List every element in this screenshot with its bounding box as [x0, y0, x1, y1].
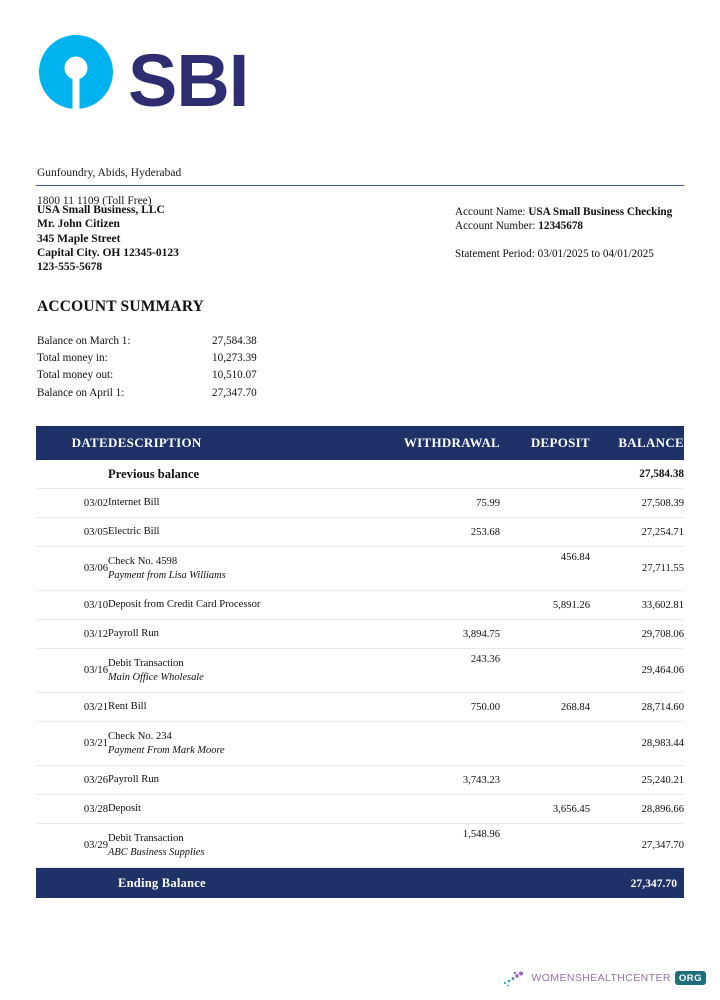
- cell-description-main: Check No. 4598: [108, 555, 178, 567]
- watermark-text: WOMENSHEALTHCENTER: [531, 972, 671, 984]
- cell-date: 03/06: [36, 547, 108, 591]
- cell-withdrawal: 75.99: [390, 489, 500, 518]
- cell-deposit: [500, 766, 590, 795]
- cell-deposit: 268.84: [500, 693, 590, 722]
- cell-description-main: Internet Bill: [108, 497, 160, 508]
- cell-balance: 27,584.38: [590, 460, 684, 489]
- account-summary-body: [37, 333, 257, 402]
- cell-balance: 28,896.66: [590, 795, 684, 824]
- customer-line-1: USA Small Business, LLC: [37, 204, 165, 216]
- cell-balance: 33,602.81: [590, 591, 684, 620]
- table-row: [36, 547, 684, 591]
- customer-address-block: [37, 203, 179, 274]
- account-name-row: [455, 205, 695, 219]
- cell-withdrawal: 253.68: [390, 518, 500, 547]
- sbi-logo-keyhole-stem: [73, 68, 80, 113]
- cell-balance: 28,983.44: [590, 722, 684, 766]
- cell-withdrawal: [390, 547, 500, 591]
- cell-withdrawal: [390, 722, 500, 766]
- cell-description-main: Rent Bill: [108, 701, 147, 712]
- cell-description: [108, 795, 390, 824]
- account-name-value: USA Small Business Checking: [528, 206, 673, 218]
- cell-date: 03/02: [36, 489, 108, 518]
- sbi-logo-wordmark: SBI: [128, 39, 249, 122]
- ending-balance-bar: [36, 868, 684, 898]
- cell-date: 03/29: [36, 824, 108, 868]
- cell-date: 03/05: [36, 518, 108, 547]
- cell-balance: 27,254.71: [590, 518, 684, 547]
- cell-description-main: Debit Transaction: [108, 832, 184, 844]
- cell-withdrawal: 3,894.75: [390, 620, 500, 649]
- cell-description: [108, 460, 390, 489]
- cell-withdrawal: 750.00: [390, 693, 500, 722]
- cell-withdrawal: [390, 795, 500, 824]
- summary-value: 10,273.39: [212, 352, 257, 365]
- column-header-withdrawal: WITHDRAWAL: [390, 426, 500, 460]
- cell-balance: 28,714.60: [590, 693, 684, 722]
- cell-description-sub: Payment From Mark Moore: [108, 744, 225, 756]
- sbi-logo: [36, 30, 286, 130]
- table-row: [36, 489, 684, 518]
- cell-withdrawal: [390, 591, 500, 620]
- cell-deposit: [500, 460, 590, 489]
- cell-date: 03/26: [36, 766, 108, 795]
- customer-line-3: 345 Maple Street: [37, 232, 121, 245]
- cell-date: 03/16: [36, 649, 108, 693]
- summary-value: 10,510.07: [212, 369, 257, 382]
- column-header-balance: BALANCE: [590, 426, 684, 460]
- cell-deposit: 5,891.26: [500, 591, 590, 620]
- cell-withdrawal: 243.36: [390, 649, 500, 693]
- account-number-value: 12345678: [538, 220, 584, 233]
- transactions-body: [36, 460, 684, 868]
- table-row: [36, 824, 684, 868]
- transactions-header-row: [36, 426, 684, 460]
- summary-label: Total money in:: [37, 352, 108, 365]
- table-row: [36, 620, 684, 649]
- cell-date: 03/21: [36, 693, 108, 722]
- cell-withdrawal: [390, 460, 500, 489]
- cell-deposit: [500, 489, 590, 518]
- account-summary-title: ACCOUNT SUMMARY: [37, 298, 205, 315]
- column-header-date: DATE: [36, 426, 108, 460]
- cell-deposit: [500, 649, 590, 693]
- cell-balance: 29,708.06: [590, 620, 684, 649]
- sbi-logo-svg: [36, 30, 286, 130]
- cell-description: [108, 722, 390, 766]
- account-number-label: Account Number:: [455, 220, 536, 233]
- cell-description: [108, 824, 390, 868]
- cell-withdrawal: 3,743.23: [390, 766, 500, 795]
- summary-row: [37, 350, 257, 367]
- customer-line-2: Mr. John Citizen: [37, 218, 120, 231]
- ending-balance-value: 27,347.70: [630, 876, 677, 890]
- table-row: [36, 693, 684, 722]
- cell-description-main: Electric Bill: [108, 526, 160, 537]
- column-header-deposit: DEPOSIT: [500, 426, 590, 460]
- cell-balance: 27,347.70: [590, 824, 684, 868]
- watermark-org-badge: ORG: [675, 971, 706, 985]
- cell-date: 03/10: [36, 591, 108, 620]
- cell-deposit: [500, 620, 590, 649]
- previous-balance-row: [36, 460, 684, 489]
- cell-description: [108, 766, 390, 795]
- cell-description-sub: Main Office Wholesale: [108, 671, 204, 683]
- column-header-description: DESCRIPTION: [108, 426, 390, 460]
- cell-withdrawal: 1,548.96: [390, 824, 500, 868]
- watermark-dots-icon: [502, 969, 528, 987]
- account-info-block: [455, 205, 695, 261]
- cell-description-main: Debit Transaction: [108, 657, 184, 669]
- cell-deposit: 456.84: [500, 547, 590, 591]
- cell-description: [108, 591, 390, 620]
- summary-row: [37, 385, 257, 402]
- cell-description: [108, 489, 390, 518]
- table-row: [36, 518, 684, 547]
- cell-description-main: Check No. 234: [108, 730, 172, 742]
- transactions-header: [36, 426, 684, 460]
- cell-date: [36, 460, 108, 489]
- cell-deposit: [500, 722, 590, 766]
- cell-deposit: 3,656.45: [500, 795, 590, 824]
- cell-description: [108, 620, 390, 649]
- cell-description-sub: Payment from Lisa Williams: [108, 569, 226, 581]
- header-divider: [36, 185, 684, 186]
- bank-address-line2: 1800 11 1109 (Toll Free): [37, 195, 152, 207]
- cell-balance: 27,711.55: [590, 547, 684, 591]
- cell-description-main: Previous balance: [108, 467, 200, 481]
- transactions-table: [36, 426, 684, 868]
- summary-label: Balance on April 1:: [37, 386, 125, 399]
- customer-line-5: 123-555-5678: [37, 261, 103, 274]
- table-row: [36, 795, 684, 824]
- cell-date: 03/28: [36, 795, 108, 824]
- womenshealthcenter-org-watermark: [502, 968, 706, 988]
- ending-balance-label: Ending Balance: [118, 875, 206, 890]
- table-row: [36, 591, 684, 620]
- account-summary-table: [37, 333, 257, 402]
- summary-label: Total money out:: [37, 369, 114, 382]
- summary-value: 27,347.70: [212, 386, 257, 399]
- cell-balance: 29,464.06: [590, 649, 684, 693]
- summary-row: [37, 333, 257, 350]
- cell-description-main: Payroll Run: [108, 774, 159, 785]
- transactions-section: [36, 426, 684, 898]
- cell-balance: 25,240.21: [590, 766, 684, 795]
- customer-line-4: Capital City. OH 12345-0123: [37, 246, 179, 259]
- cell-description-main: Deposit from Credit Card Processor: [108, 599, 261, 610]
- cell-description-sub: ABC Business Supplies: [108, 846, 205, 858]
- summary-value: 27,584.38: [212, 335, 257, 347]
- bank-address-line1: Gunfoundry, Abids, Hyderabad: [37, 167, 182, 179]
- cell-date: 03/12: [36, 620, 108, 649]
- cell-description: [108, 693, 390, 722]
- statement-period: Statement Period: 03/01/2025 to 04/01/2025: [455, 247, 654, 260]
- cell-deposit: [500, 824, 590, 868]
- cell-description: [108, 518, 390, 547]
- account-name-label: Account Name:: [455, 206, 526, 218]
- cell-deposit: [500, 518, 590, 547]
- cell-description: [108, 649, 390, 693]
- table-row: [36, 649, 684, 693]
- table-row: [36, 722, 684, 766]
- summary-label: Balance on March 1:: [37, 335, 131, 347]
- cell-description: [108, 547, 390, 591]
- account-number-row: [455, 219, 695, 233]
- cell-balance: 27,508.39: [590, 489, 684, 518]
- summary-row: [37, 367, 257, 384]
- cell-description-main: Deposit: [108, 803, 141, 814]
- table-row: [36, 766, 684, 795]
- cell-description-main: Payroll Run: [108, 628, 159, 639]
- cell-date: 03/21: [36, 722, 108, 766]
